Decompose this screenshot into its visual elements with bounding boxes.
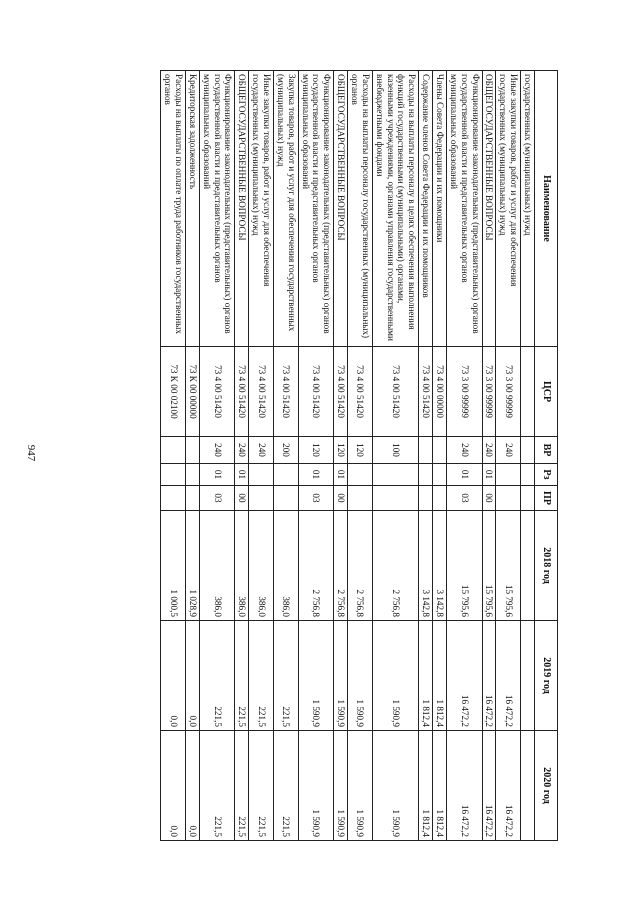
cell-rz bbox=[348, 464, 373, 486]
cell-2018: 1 028,9 bbox=[185, 511, 199, 621]
cell-csr: 73 4 00 00000 bbox=[433, 347, 447, 437]
cell-pr bbox=[249, 486, 274, 511]
header-rz: Рз bbox=[535, 464, 558, 486]
cell-name: Функционирование законодательных (представительных) органов государственной власти и представительных органов муниципальных образований bbox=[298, 71, 334, 347]
cell-pr: 03 bbox=[446, 486, 482, 511]
cell-csr: 73 4 00 51420 bbox=[235, 347, 249, 437]
header-2019: 2019 год bbox=[535, 621, 558, 731]
table-row bbox=[348, 71, 373, 841]
budget-table bbox=[160, 70, 558, 841]
cell-csr bbox=[521, 347, 535, 437]
cell-rz bbox=[496, 464, 521, 486]
cell-csr: 73 К 00 02100 bbox=[161, 347, 186, 437]
table-row bbox=[521, 71, 535, 841]
cell-pr bbox=[521, 486, 535, 511]
cell-pr bbox=[348, 486, 373, 511]
cell-name: ОБЩЕГОСУДАРСТВЕННЫЕ ВОПРОСЫ bbox=[482, 71, 496, 347]
table-header-row bbox=[535, 71, 558, 841]
cell-2019: 16 472,2 bbox=[496, 621, 521, 731]
cell-vr bbox=[419, 437, 433, 464]
cell-vr bbox=[433, 437, 447, 464]
cell-csr: 73 4 00 51420 bbox=[334, 347, 348, 437]
table-row bbox=[372, 71, 418, 841]
cell-pr bbox=[419, 486, 433, 511]
cell-rz: 01 bbox=[334, 464, 348, 486]
cell-2018: 15 795,6 bbox=[482, 511, 496, 621]
cell-vr: 240 bbox=[446, 437, 482, 464]
cell-pr bbox=[161, 486, 186, 511]
header-2018: 2018 год bbox=[535, 511, 558, 621]
cell-rz bbox=[433, 464, 447, 486]
cell-2018: 1 000,5 bbox=[161, 511, 186, 621]
cell-pr bbox=[372, 486, 418, 511]
table-row bbox=[249, 71, 274, 841]
cell-2020: 221,5 bbox=[249, 731, 274, 841]
cell-2019: 16 472,2 bbox=[446, 621, 482, 731]
cell-vr: 240 bbox=[199, 437, 235, 464]
cell-csr: 73 3 00 99999 bbox=[482, 347, 496, 437]
cell-2020: 0,0 bbox=[161, 731, 186, 841]
table-row bbox=[185, 71, 199, 841]
cell-vr bbox=[185, 437, 199, 464]
cell-2019: 0,0 bbox=[161, 621, 186, 731]
cell-pr bbox=[185, 486, 199, 511]
cell-2019: 1 590,9 bbox=[348, 621, 373, 731]
cell-2019: 221,5 bbox=[249, 621, 274, 731]
cell-name: Кредиторская задолженность bbox=[185, 71, 199, 347]
cell-2020: 16 472,2 bbox=[482, 731, 496, 841]
cell-2020: 221,5 bbox=[199, 731, 235, 841]
cell-2018: 2 756,8 bbox=[348, 511, 373, 621]
cell-pr: 00 bbox=[235, 486, 249, 511]
cell-rz bbox=[372, 464, 418, 486]
cell-pr: 03 bbox=[298, 486, 334, 511]
cell-2018: 386,0 bbox=[235, 511, 249, 621]
cell-2020: 1 590,9 bbox=[372, 731, 418, 841]
cell-csr: 73 4 00 51420 bbox=[348, 347, 373, 437]
cell-pr: 00 bbox=[482, 486, 496, 511]
cell-csr: 73 4 00 51420 bbox=[419, 347, 433, 437]
cell-csr: 73 3 00 99999 bbox=[446, 347, 482, 437]
cell-rz bbox=[521, 464, 535, 486]
cell-2020 bbox=[521, 731, 535, 841]
table-row bbox=[419, 71, 433, 841]
cell-name: Расходы на выплаты персоналу государственных (муниципальных) органов bbox=[348, 71, 373, 347]
cell-2020: 1 590,9 bbox=[348, 731, 373, 841]
cell-pr: 03 bbox=[199, 486, 235, 511]
cell-2019: 221,5 bbox=[235, 621, 249, 731]
cell-2020: 1 812,4 bbox=[419, 731, 433, 841]
cell-vr: 200 bbox=[273, 437, 298, 464]
cell-rz bbox=[185, 464, 199, 486]
cell-2018: 386,0 bbox=[199, 511, 235, 621]
header-name: Наименование bbox=[535, 71, 558, 347]
cell-vr: 240 bbox=[235, 437, 249, 464]
cell-rz: 01 bbox=[446, 464, 482, 486]
table-row bbox=[446, 71, 482, 841]
header-2020: 2020 год bbox=[535, 731, 558, 841]
cell-pr bbox=[433, 486, 447, 511]
cell-name: ОБЩЕГОСУДАРСТВЕННЫЕ ВОПРОСЫ bbox=[334, 71, 348, 347]
cell-rz: 01 bbox=[298, 464, 334, 486]
cell-2018: 15 795,6 bbox=[446, 511, 482, 621]
page-number: 947 bbox=[25, 444, 37, 462]
cell-vr: 120 bbox=[298, 437, 334, 464]
cell-name: ОБЩЕГОСУДАРСТВЕННЫЕ ВОПРОСЫ bbox=[235, 71, 249, 347]
cell-csr: 73 К 00 00000 bbox=[185, 347, 199, 437]
cell-name: Расходы на выплаты по оплате труда работников государственных органов bbox=[161, 71, 186, 347]
cell-2019 bbox=[521, 621, 535, 731]
cell-vr: 240 bbox=[482, 437, 496, 464]
header-vr: ВР bbox=[535, 437, 558, 464]
cell-pr: 00 bbox=[334, 486, 348, 511]
cell-name: Члены Совета Федерации и их помощники bbox=[433, 71, 447, 347]
cell-vr: 120 bbox=[348, 437, 373, 464]
cell-vr: 100 bbox=[372, 437, 418, 464]
cell-rz: 01 bbox=[235, 464, 249, 486]
cell-2019: 221,5 bbox=[199, 621, 235, 731]
table-row bbox=[161, 71, 186, 841]
cell-2018: 386,0 bbox=[249, 511, 274, 621]
cell-name: Иные закупки товаров, работ и услуг для обеспечения государственных (муниципальных) нужд bbox=[249, 71, 274, 347]
cell-rz: 01 bbox=[199, 464, 235, 486]
table-row bbox=[235, 71, 249, 841]
cell-rz bbox=[249, 464, 274, 486]
cell-2019: 16 472,2 bbox=[482, 621, 496, 731]
table-row bbox=[496, 71, 521, 841]
cell-vr bbox=[521, 437, 535, 464]
cell-rz: 01 bbox=[482, 464, 496, 486]
cell-2020: 221,5 bbox=[235, 731, 249, 841]
cell-csr: 73 3 00 99999 bbox=[496, 347, 521, 437]
table-row bbox=[199, 71, 235, 841]
cell-csr: 73 4 00 51420 bbox=[273, 347, 298, 437]
cell-name: Содержание членов Совета Федерации и их помощников bbox=[419, 71, 433, 347]
cell-2018: 2 756,8 bbox=[334, 511, 348, 621]
table-row bbox=[298, 71, 334, 841]
cell-2019: 1 590,9 bbox=[372, 621, 418, 731]
cell-name: Функционирование законодательных (представительных) органов государственной власти и представительных органов муниципальных образований bbox=[199, 71, 235, 347]
table-row bbox=[433, 71, 447, 841]
cell-vr: 120 bbox=[334, 437, 348, 464]
cell-2018: 2 756,8 bbox=[298, 511, 334, 621]
cell-vr bbox=[161, 437, 186, 464]
cell-rz bbox=[273, 464, 298, 486]
cell-2018: 3 142,8 bbox=[419, 511, 433, 621]
cell-2019: 0,0 bbox=[185, 621, 199, 731]
rotated-page-content bbox=[80, 70, 558, 840]
cell-pr bbox=[273, 486, 298, 511]
cell-2019: 1 812,4 bbox=[433, 621, 447, 731]
cell-name: Закупка товаров, работ и услуг для обеспечения государственных (муниципальных) нужд bbox=[273, 71, 298, 347]
cell-name: Функционирование законодательных (представительных) органов государственной власти и представительных органов муниципальных образований bbox=[446, 71, 482, 347]
cell-2020: 16 472,2 bbox=[496, 731, 521, 841]
cell-2019: 1 590,9 bbox=[298, 621, 334, 731]
cell-2018: 15 795,6 bbox=[496, 511, 521, 621]
cell-name: Расходы на выплаты персоналу в целях обеспечения выполнения функций государственными (муниципальными) органами, казенными учреждениями, органами управления государственными внебюджетными фондами bbox=[372, 71, 418, 347]
cell-2018: 2 756,8 bbox=[372, 511, 418, 621]
cell-2018 bbox=[521, 511, 535, 621]
cell-2019: 1 590,9 bbox=[334, 621, 348, 731]
cell-2020: 0,0 bbox=[185, 731, 199, 841]
cell-name: государственных (муниципальных) нужд bbox=[521, 71, 535, 347]
header-csr: ЦСР bbox=[535, 347, 558, 437]
cell-2020: 1 590,9 bbox=[334, 731, 348, 841]
table-row bbox=[334, 71, 348, 841]
cell-rz bbox=[419, 464, 433, 486]
cell-2018: 386,0 bbox=[273, 511, 298, 621]
cell-2020: 1 812,4 bbox=[433, 731, 447, 841]
cell-csr: 73 4 00 51420 bbox=[249, 347, 274, 437]
cell-vr: 240 bbox=[496, 437, 521, 464]
cell-2020: 221,5 bbox=[273, 731, 298, 841]
cell-2020: 1 590,9 bbox=[298, 731, 334, 841]
cell-name: Иные закупки товаров, работ и услуг для обеспечения государственных (муниципальных) нужд bbox=[496, 71, 521, 347]
cell-csr: 73 4 00 51420 bbox=[372, 347, 418, 437]
cell-vr: 240 bbox=[249, 437, 274, 464]
table-row bbox=[273, 71, 298, 841]
header-pr: ПР bbox=[535, 486, 558, 511]
cell-2019: 221,5 bbox=[273, 621, 298, 731]
cell-csr: 73 4 00 51420 bbox=[298, 347, 334, 437]
table-row bbox=[482, 71, 496, 841]
cell-2020: 16 472,2 bbox=[446, 731, 482, 841]
cell-rz bbox=[161, 464, 186, 486]
cell-2019: 1 812,4 bbox=[419, 621, 433, 731]
cell-csr: 73 4 00 51420 bbox=[199, 347, 235, 437]
cell-pr bbox=[496, 486, 521, 511]
cell-2018: 3 142,8 bbox=[433, 511, 447, 621]
